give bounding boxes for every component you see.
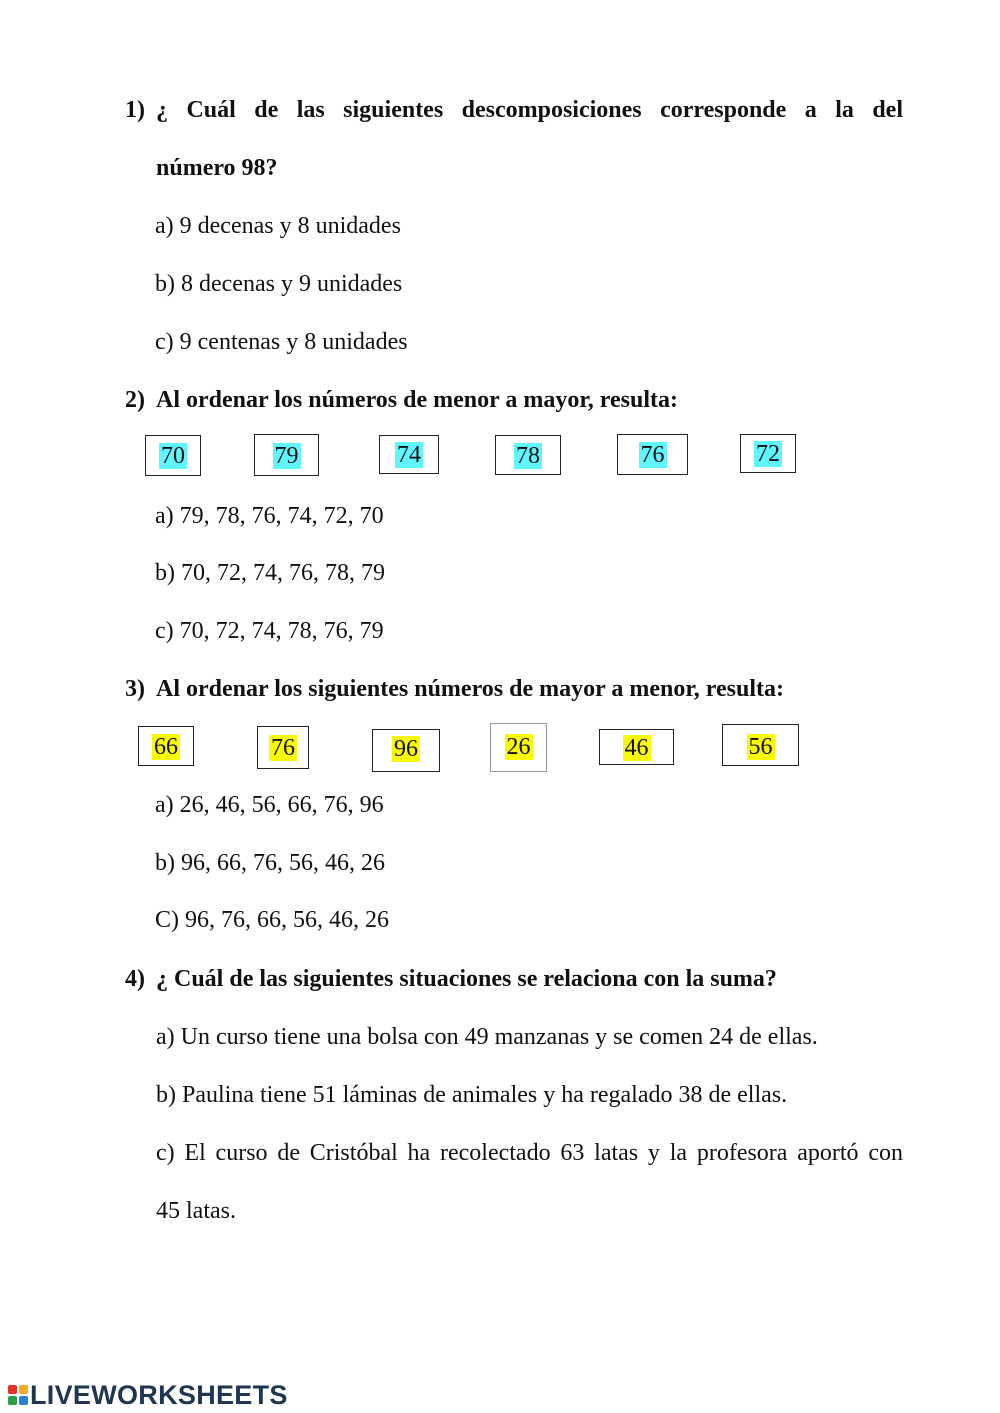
- number-box-value: 96: [394, 736, 418, 762]
- number-box-79: [254, 434, 319, 476]
- question-1-number: 1): [125, 97, 145, 123]
- question-1-option-a[interactable]: a) 9 decenas y 8 unidades: [155, 213, 401, 239]
- number-box-value: 76: [640, 442, 665, 468]
- question-2-option-a[interactable]: a) 79, 78, 76, 74, 72, 70: [155, 503, 384, 529]
- number-box-72: [740, 434, 796, 473]
- question-1-option-b[interactable]: b) 8 decenas y 9 unidades: [155, 271, 403, 297]
- number-box-value: 46: [624, 735, 649, 761]
- number-box-74: [379, 435, 439, 474]
- number-box-56: [722, 724, 799, 766]
- question-4-number: 4): [125, 966, 145, 992]
- question-3-option-a[interactable]: a) 26, 46, 56, 66, 76, 96: [155, 792, 384, 818]
- question-2-option-c[interactable]: c) 70, 72, 74, 78, 76, 79: [155, 618, 384, 644]
- number-box-96: [372, 729, 440, 772]
- question-4-option-b[interactable]: b) Paulina tiene 51 láminas de animales y ha regalado 38 de ellas.: [156, 1082, 788, 1108]
- question-3-number: 3): [125, 676, 145, 702]
- number-box-78: [495, 435, 561, 475]
- number-box-value: 76: [271, 735, 295, 761]
- question-2-number: 2): [125, 387, 145, 413]
- liveworksheets-logo: [8, 1378, 288, 1412]
- number-box-value: 72: [756, 441, 780, 467]
- number-box-76: [617, 434, 688, 475]
- number-box-value: 66: [154, 734, 178, 760]
- question-4-option-a[interactable]: a) Un curso tiene una bolsa con 49 manzanas y se comen 24 de ellas.: [156, 1024, 818, 1050]
- number-box-46: [599, 729, 674, 765]
- question-3-option-c[interactable]: C) 96, 76, 66, 56, 46, 26: [155, 907, 389, 933]
- question-4-option-c[interactable]: c) El curso de Cristóbal ha recolectado 63 latas y la profesora aportó con: [156, 1140, 903, 1166]
- number-box-66: [138, 726, 194, 766]
- number-box-value: 70: [161, 443, 185, 469]
- brand-name: LIVEWORKSHEETS: [30, 1379, 288, 1410]
- question-4-option-c-continuation: 45 latas.: [156, 1198, 236, 1224]
- question-2-option-b[interactable]: b) 70, 72, 74, 76, 78, 79: [155, 560, 385, 586]
- number-box-value: 78: [516, 443, 540, 469]
- question-1-text: ¿ Cuál de las siguientes descomposiciones corresponde a la del: [156, 97, 903, 123]
- logo-blocks-icon: [8, 1385, 28, 1405]
- question-3-option-b[interactable]: b) 96, 66, 76, 56, 46, 26: [155, 850, 385, 876]
- question-4-text: ¿ Cuál de las siguientes situaciones se relaciona con la suma?: [156, 966, 777, 992]
- number-box-76: [257, 726, 309, 769]
- question-2-text: Al ordenar los números de menor a mayor, resulta:: [156, 387, 678, 413]
- number-box-value: 56: [748, 734, 773, 760]
- number-box-26: [490, 723, 547, 772]
- number-box-value: 79: [274, 443, 299, 469]
- number-box-value: 74: [397, 442, 421, 468]
- question-1-text-line2: número 98?: [156, 155, 278, 181]
- question-3-text: Al ordenar los siguientes números de mayor a menor, resulta:: [156, 676, 784, 702]
- number-box-value: 26: [506, 734, 531, 760]
- question-1-option-c[interactable]: c) 9 centenas y 8 unidades: [155, 329, 408, 355]
- number-box-70: [145, 435, 201, 476]
